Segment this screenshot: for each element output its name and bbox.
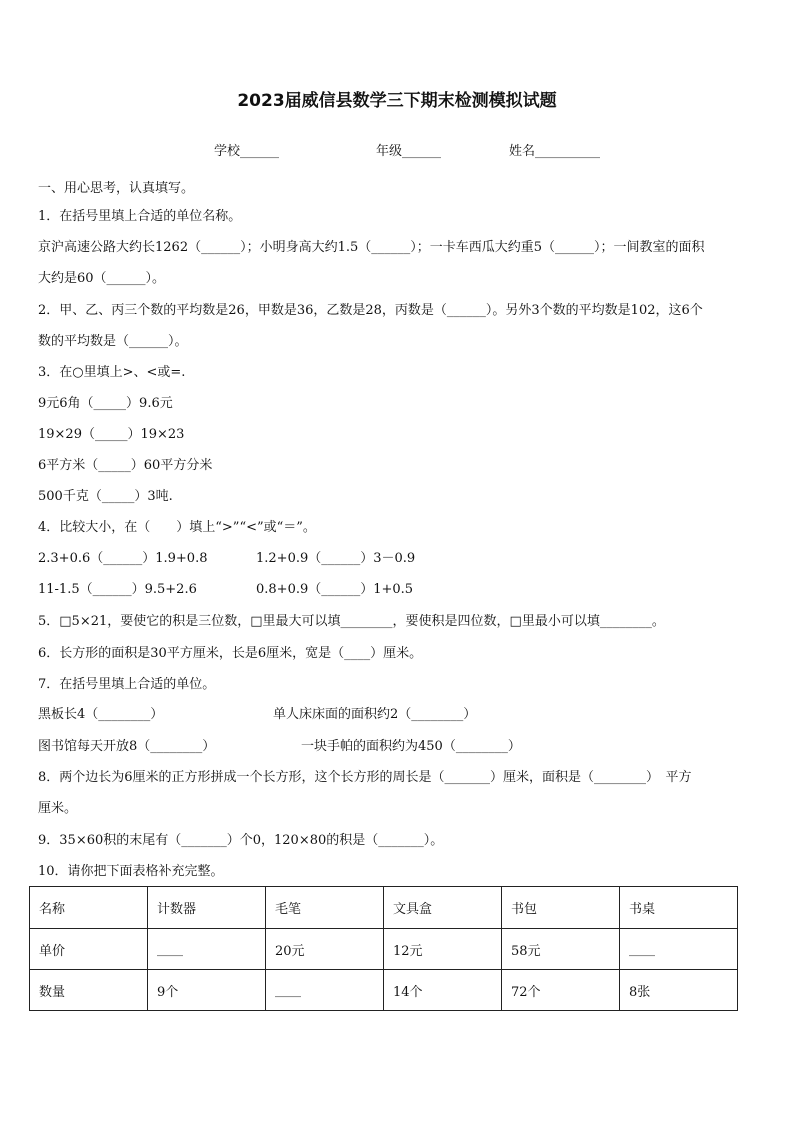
question-3-stem: 3．在○里填上>、<或=. [38,365,186,380]
question-4-item: 2.3+0.6（______）1.9+0.8 [38,551,208,566]
question-7-item: 图书馆每天开放8（________） [38,739,216,754]
question-8-line-1: 8．两个边长为6厘米的正方形拼成一个长方形，这个长方形的周长是（_______）厘米，面积是（________） 平方 [38,770,692,785]
table-cell: 20元 [266,929,384,970]
table-cell: 72个 [502,970,620,1011]
question-3-item: 19×29（_____）19×23 [38,427,185,442]
table-row [30,929,738,970]
table-cell: 计数器 [148,887,266,929]
question-3-item: 500千克（_____）3吨. [38,489,173,504]
question-4-stem: 4．比较大小，在（ ）填上“>”“<”或“＝”。 [38,520,316,535]
table-cell: 数量 [30,970,148,1011]
question-10-stem: 10．请你把下面表格补充完整。 [38,864,224,879]
question-3-item: 6平方米（_____）60平方分米 [38,458,213,473]
table-cell: 单价 [30,929,148,970]
table-row [30,887,738,929]
question-5: 5．□5×21，要使它的积是三位数，□里最大可以填________，要使积是四位数，□里最小可以填________。 [38,614,665,629]
question-7-item: 单人床床面的面积约2（________） [273,707,477,722]
question-8-line-2: 厘米。 [38,801,78,816]
table-row [30,970,738,1011]
table-cell: 12元 [384,929,502,970]
question-1-stem: 1．在括号里填上合适的单位名称。 [38,209,242,224]
name-field: 姓名__________ [509,144,601,159]
table-cell: 毛笔 [266,887,384,929]
section-heading: 一、用心思考，认真填写。 [38,181,195,196]
school-field: 学校______ [214,144,280,159]
table-cell: 14个 [384,970,502,1011]
question-6: 6．长方形的面积是30平方厘米，长是6厘米，宽是（____）厘米。 [38,646,423,661]
page-title: 2023届威信县数学三下期末检测模拟试题 [237,91,557,111]
question-3-item: 9元6角（_____）9.6元 [38,396,173,411]
question-7-item: 一块手帕的面积约为450（________） [301,739,521,754]
question-9: 9．35×60积的末尾有（_______）个0，120×80的积是（_______）。 [38,833,444,848]
question-4-item: 0.8+0.9（______）1+0.5 [256,582,414,597]
question-7-item: 黑板长4（________） [38,707,164,722]
table-cell: 9个 [148,970,266,1011]
question-2-line-1: 2．甲、乙、丙三个数的平均数是26，甲数是36，乙数是28，丙数是（______）。另外3个数的平均数是102，这6个 [38,303,703,318]
table-cell: ____ [148,929,266,970]
table-cell: 8张 [620,970,738,1011]
question-1-line-2: 大约是60（______）。 [38,271,166,286]
table-cell: 文具盒 [384,887,502,929]
question-7-stem: 7．在括号里填上合适的单位。 [38,677,216,692]
table-cell: ____ [266,970,384,1011]
table-cell: 书包 [502,887,620,929]
table-cell: 名称 [30,887,148,929]
question-4-item: 1.2+0.9（______）3－0.9 [256,551,416,566]
grade-field: 年级______ [376,144,442,159]
question-1-line-1: 京沪高速公路大约长1262（______）；小明身高大约1.5（______）；一卡车西瓜大约重5（______）；一间教室的面积 [38,240,705,255]
question-2-line-2: 数的平均数是（______）。 [38,334,188,349]
question-4-item: 11-1.5（______）9.5+2.6 [38,582,197,597]
price-table [29,886,738,1011]
table-cell: 书桌 [620,887,738,929]
table-cell: 58元 [502,929,620,970]
table-cell: ____ [620,929,738,970]
